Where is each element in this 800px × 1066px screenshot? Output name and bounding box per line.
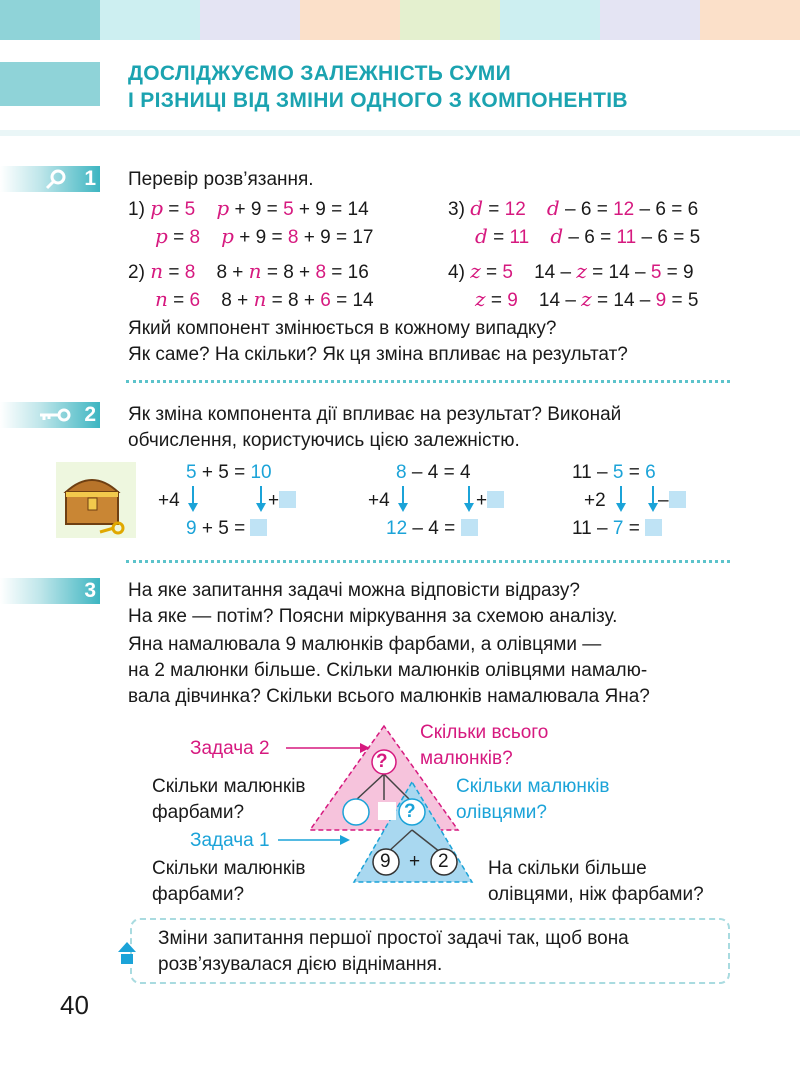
puzzle-2-arrow-left (402, 486, 404, 504)
answer-box[interactable] (461, 519, 478, 536)
puzzle-3-result-change: – (658, 488, 686, 514)
task-1-group-4: 4) z = 5 14 – z = 14 – 5 = 9 z = 9 14 – z = 14 – 9 = 5 (448, 259, 699, 311)
top-bar-segment (0, 0, 100, 40)
difference-question: На скільки більше олівцями, ніж фарбами? (488, 858, 704, 905)
puzzle-3-bottom: 11 – 7 = (572, 516, 662, 542)
page-title: ДОСЛІДЖУЄМО ЗАЛЕЖНІСТЬ СУМИ І РІЗНИЦІ ВІД ЗМІНИ ОДНОГО З КОМПОНЕНТІВ (128, 62, 628, 112)
top-bar-segment (400, 0, 500, 40)
total-question: Скільки всього малюнків? (420, 722, 549, 769)
top-bar-segment (100, 0, 200, 40)
top-color-bar (0, 0, 800, 40)
magnifier-icon (44, 166, 70, 201)
answer-box[interactable] (645, 519, 662, 536)
task-3-marker: 3 (0, 578, 100, 604)
puzzle-1-arrow-right-head (256, 503, 266, 512)
puzzle-2-arrow-right-head (464, 503, 474, 512)
puzzle-2-arrow-left-head (398, 503, 408, 512)
paint-question-2: Скільки малюнків фарбами? (152, 858, 306, 905)
puzzle-2-top: 8 – 4 = 4 (396, 462, 471, 483)
puzzle-1-top: 5 + 5 = 10 (186, 462, 272, 483)
total-qmark: ? (376, 751, 388, 772)
task-2-instruction: Як зміна компонента дії впливає на результат? Виконай обчислення, користуючись цією залежністю. (128, 404, 622, 451)
task-2-label: Задача 2 (190, 738, 270, 759)
puzzle-3-arrow-left (620, 486, 622, 504)
task-1-group-2: 2) n = 8 8 + n = 8 + 8 = 16 n = 6 8 + n = 8 + 6 = 14 (128, 259, 374, 311)
task-1-label: Задача 1 (190, 830, 270, 851)
puzzle-3-top: 11 – 5 = 6 (572, 462, 656, 483)
task-1-marker: 1 (0, 166, 100, 192)
pencil-question: Скільки малюнків олівцями? (456, 776, 610, 823)
answer-box[interactable] (487, 491, 504, 508)
pencil-qmark: ? (404, 801, 416, 822)
puzzle-1-bottom: 9 + 5 = (186, 516, 267, 542)
puzzle-1-arrow-left-head (188, 503, 198, 512)
page-number: 40 (60, 990, 89, 1020)
puzzle-3-arrow-right (652, 486, 654, 504)
top-bar-segment (300, 0, 400, 40)
puzzle-3-arrow-left-head (616, 503, 626, 512)
heading-accent-bar (0, 62, 100, 106)
answer-box[interactable] (250, 519, 267, 536)
plus-sign: + (409, 851, 421, 872)
treasure-chest-icon (56, 462, 136, 543)
puzzle-1-arrow-left (192, 486, 194, 504)
puzzle-2-result-change: + (476, 488, 504, 514)
paint-circle (343, 799, 369, 825)
task-3-questions: На яке запитання задачі можна відповісти відразу? На яке — потім? Поясни міркування за схемою аналізу. (128, 580, 618, 627)
puzzle-1-arrow-right (260, 486, 262, 504)
dotted-divider (126, 380, 730, 383)
top-bar-segment (600, 0, 700, 40)
answer-box[interactable] (669, 491, 686, 508)
key-icon (38, 402, 72, 437)
top-bar-segment (200, 0, 300, 40)
task-1-instruction: Перевір розв’язання. (128, 169, 314, 190)
note-text: Зміни запитання першої простої задачі так, щоб вона розв’язувалася дією віднімання. (158, 928, 629, 975)
answer-box[interactable] (279, 491, 296, 508)
task-1-group-3: 3) d = 12 d – 6 = 12 – 6 = 6 d = 11 d – 6 = 11 – 6 = 5 (448, 196, 701, 248)
puzzle-1-result-change: + (268, 488, 296, 514)
puzzle-1-change: +4 (158, 490, 180, 511)
dotted-divider (126, 560, 730, 563)
operation-square (378, 802, 396, 820)
puzzle-2-change: +4 (368, 490, 390, 511)
task-1-questions: Який компонент змінюється в кожному випадку? Як саме? На скільки? Як ця зміна впливає на результат? (128, 318, 628, 365)
puzzle-3-change: +2 (584, 490, 606, 511)
two-value: 2 (438, 851, 449, 872)
puzzle-3-arrow-right-head (648, 503, 658, 512)
task-3-problem: Яна намалювала 9 малюнків фарбами, а олівцями — на 2 малюнки більше. Скільки малюнків олівцями намалю- вала дівчинка? Скільки всього малюнків намалювала Яна? (128, 634, 650, 707)
heading-divider (0, 130, 800, 136)
task-1-group-1: 1) p = 5 p + 9 = 5 + 9 = 14 p = 8 p + 9 = 8 + 9 = 17 (128, 196, 374, 248)
nine-value: 9 (380, 851, 391, 872)
top-bar-segment (700, 0, 800, 40)
top-bar-segment (500, 0, 600, 40)
task-2-marker: 2 (0, 402, 100, 428)
paint-question: Скільки малюнків фарбами? (152, 776, 306, 823)
up-arrow-icon (116, 940, 138, 971)
puzzle-2-arrow-right (468, 486, 470, 504)
puzzle-2-bottom: 12 – 4 = (386, 516, 478, 542)
